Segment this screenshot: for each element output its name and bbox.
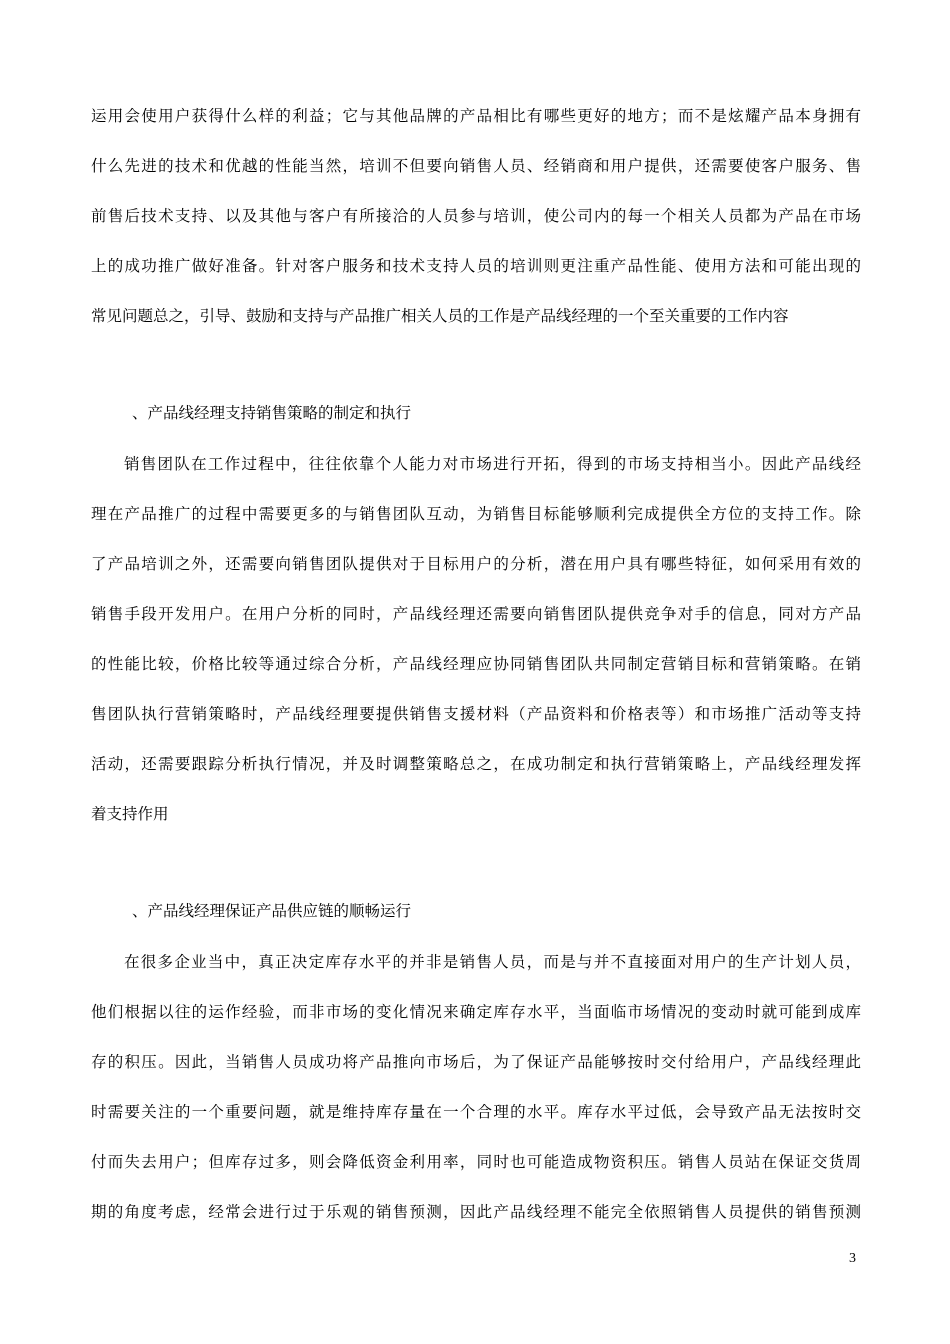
section-heading-sales: 、产品线经理支持销售策略的制定和执行 (132, 404, 412, 422)
paragraph-line: 在很多企业当中，真正决定库存水平的并非是销售人员，而是与并不直接面对用户的生产计划人员， (124, 953, 861, 971)
paragraph-line: 销售团队在工作过程中，往往依靠个人能力对市场进行开拓，得到的市场支持相当小。因此产品线经 (124, 455, 861, 473)
paragraph-line: 期的角度考虑，经常会进行过于乐观的销售预测，因此产品线经理不能完全依照销售人员提供的销售预测 (91, 1203, 861, 1221)
paragraph-line: 时需要关注的一个重要问题，就是维持库存量在一个合理的水平。库存水平过低，会导致产品无法按时交 (91, 1103, 861, 1121)
paragraph-line: 前售后技术支持、以及其他与客户有所接洽的人员参与培训，使公司内的每一个相关人员都为产品在市场 (91, 207, 861, 225)
paragraph-line: 上的成功推广做好准备。针对客户服务和技术支持人员的培训则更注重产品性能、使用方法和可能出现的 (91, 257, 861, 275)
paragraph-line: 的性能比较，价格比较等通过综合分析，产品线经理应协同销售团队共同制定营销目标和营销策略。在销 (91, 655, 861, 673)
paragraph-line: 存的积压。因此，当销售人员成功将产品推向市场后，为了保证产品能够按时交付给用户，产品线经理此 (91, 1053, 861, 1071)
paragraph-line: 付而失去用户；但库存过多，则会降低资金利用率，同时也可能造成物资积压。销售人员站在保证交货周 (91, 1153, 861, 1171)
paragraph-line: 运用会使用户获得什么样的利益；它与其他品牌的产品相比有哪些更好的地方；而不是炫耀产品本身拥有 (91, 107, 861, 125)
paragraph-line: 活动，还需要跟踪分析执行情况，并及时调整策略总之，在成功制定和执行营销策略上，产品线经理发挥 (91, 755, 861, 773)
page-number: 3 (849, 1251, 856, 1266)
paragraph-line: 他们根据以往的运作经验，而非市场的变化情况来确定库存水平，当面临市场情况的变动时就可能到成库 (91, 1003, 861, 1021)
paragraph-line: 着支持作用 (91, 805, 169, 823)
paragraph-line: 销售手段开发用户。在用户分析的同时，产品线经理还需要向销售团队提供竞争对手的信息，同对方产品 (91, 605, 861, 623)
paragraph-line: 理在产品推广的过程中需要更多的与销售团队互动，为销售目标能够顺利完成提供全方位的支持工作。除 (91, 505, 861, 523)
section-heading-supply: 、产品线经理保证产品供应链的顺畅运行 (132, 902, 412, 920)
paragraph-line: 了产品培训之外，还需要向销售团队提供对于目标用户的分析，潜在用户具有哪些特征，如何采用有效的 (91, 555, 861, 573)
paragraph-line: 什么先进的技术和优越的性能当然，培训不但要向销售人员、经销商和用户提供，还需要使客户服务、售 (91, 157, 861, 175)
paragraph-line: 常见问题总之，引导、鼓励和支持与产品推广相关人员的工作是产品线经理的一个至关重要的工作内容 (91, 307, 789, 325)
paragraph-line: 售团队执行营销策略时，产品线经理要提供销售支援材料（产品资料和价格表等）和市场推广活动等支持 (91, 705, 861, 723)
